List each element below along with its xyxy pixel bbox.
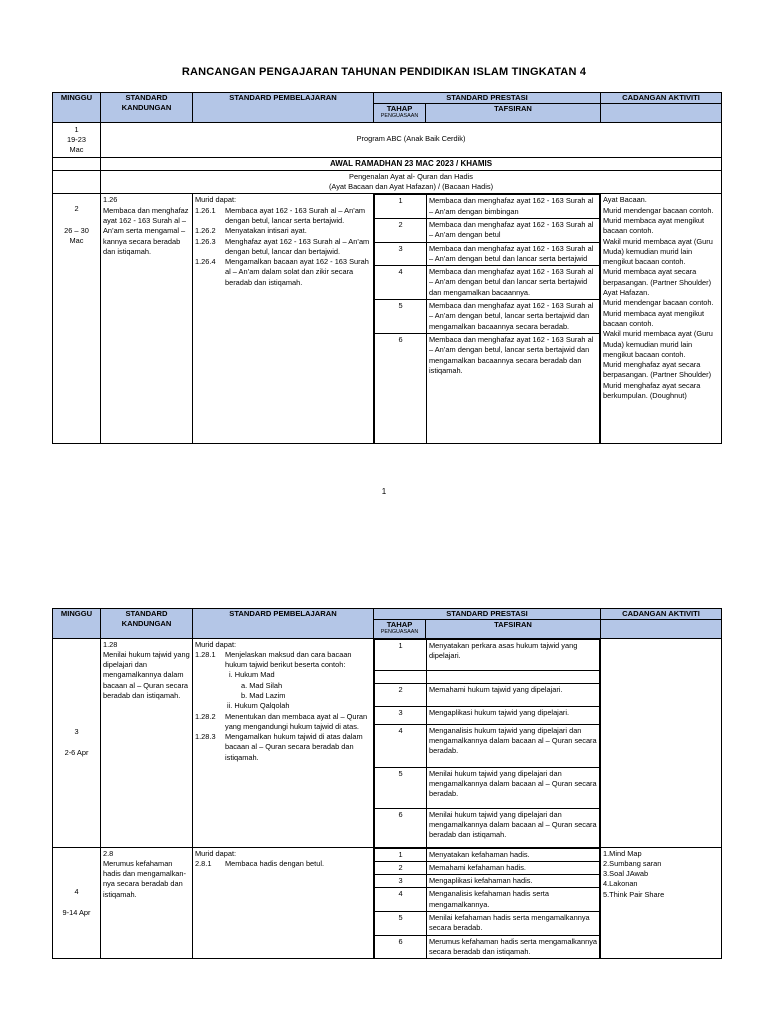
header-tafsiran: TAFSIRAN <box>426 103 601 122</box>
prestasi-row: 3 Mengaplikasi kefahaman hadis. <box>375 875 600 888</box>
prestasi-row: 6 Menilai hukum tajwid yang dipelajari dan mengamalkannya dalam bacaan al – Quran secara beradab dan istiqamah. <box>375 808 600 847</box>
header-minggu: MINGGU <box>53 93 101 123</box>
prestasi-row: 4 Membaca dan menghafaz ayat 162 - 163 Surah al – An’am dengan betul dan lancar serta bertajwid dan mengamalkan bacaannya. <box>375 266 600 300</box>
header-cadangan-aktiviti: CADANGAN AKTIVITI <box>601 609 722 620</box>
week3-standard-pembelajaran: Murid dapat: 1.28.1 Menjelaskan maksud dan cara bacaan hukum tajwid berikut beserta contoh: i. Hukum Mad a. Mad Silah b. Mad Lazim ii. Hukum Qalqolah 1.28.2 Menentukan dan membaca ayat al – Quran yang mengandungi hukum tajwid di atas. 1.28.3 Mengamalkan hukum tajwid di atas dalam bacaan al – Quran secara beradab dan istiqamah. <box>193 638 374 847</box>
header-tafsiran: TAFSIRAN <box>426 619 601 638</box>
plan-table-page-1 <box>52 92 722 444</box>
header-minggu: MINGGU <box>53 609 101 639</box>
week4-prestasi <box>374 847 601 959</box>
week4-cell: 4 9-14 Apr <box>53 847 101 959</box>
prestasi-row: 2 Membaca dan menghafaz ayat 162 - 163 Surah al – An’am dengan betul <box>375 218 600 242</box>
week2-cell: 2 26 – 30 Mac <box>53 194 101 444</box>
header-standard-pembelajaran: STANDARD PEMBELAJARAN <box>193 93 374 123</box>
prestasi-row: 2 Memahami kefahaman hadis. <box>375 861 600 874</box>
prestasi-row: 5 Membaca dan menghafaz ayat 162 - 163 Surah al – An’am dengan betul, lancar serta bertajwid dan mengamalkan bacaannya secara beradab. <box>375 300 600 334</box>
header-empty <box>601 103 722 122</box>
week1-cell: 1 19-23 Mac <box>53 122 101 157</box>
week1-program: Program ABC (Anak Baik Cerdik) <box>101 122 722 157</box>
week3-standard-kandungan: 1.28 Menilai hukum tajwid yang dipelajari dan mengamalkannya dalam bacaan al – Quran secara beradab dan istiqamah. <box>101 638 193 847</box>
prestasi-row: 1 Membaca dan menghafaz ayat 162 - 163 Surah al – An’am dengan bimbingan <box>375 195 600 219</box>
header-empty <box>601 619 722 638</box>
week2-standard-pembelajaran: Murid dapat: 1.26.1 Membaca ayat 162 - 163 Surah al – An’am dengan betul, lancar serta bertajwid. 1.26.2 Menyatakan intisari ayat. 1.26.3 Menghafaz ayat 162 - 163 Surah al – An’am dengan betul, lancar dan bertajwid. 1.26.4 Mengamalkan bacaan ayat 162 - 163 Surah al – An’am dalam solat dan zikir secara beradab dan istiqamah. <box>193 194 374 444</box>
ramadhan-banner: AWAL RAMADHAN 23 MAC 2023 / KHAMIS <box>101 157 722 170</box>
week4-cadangan-aktiviti: 1.Mind Map 2.Sumbang saran 3.Soal JAwab 4.Lakonan 5.Think Pair Share <box>601 847 722 959</box>
header-standard-prestasi: STANDARD PRESTASI <box>374 93 601 104</box>
prestasi-row: 1 Menyatakan kefahaman hadis. <box>375 848 600 861</box>
prestasi-row: 2 Memahami hukum tajwid yang dipelajari. <box>375 683 600 706</box>
week4-standard-pembelajaran: Murid dapat: 2.8.1 Membaca hadis dengan betul. <box>193 847 374 959</box>
week2-prestasi <box>374 194 601 444</box>
document-title: RANCANGAN PENGAJARAN TAHUNAN PENDIDIKAN ISLAM TINGKATAN 4 <box>181 66 587 78</box>
prestasi-row: 5 Menilai hukum tajwid yang dipelajari dan mengamalkannya dalam bacaan al – Quran secara beradab. <box>375 767 600 808</box>
prestasi-row: 1 Menyatakan perkara asas hukum tajwid yang dipelajari. <box>375 639 600 670</box>
page-number: 1 <box>381 487 387 496</box>
header-tahap: TAHAP PENGUASAAN <box>374 619 426 638</box>
prestasi-row: 3 Membaca dan menghafaz ayat 162 - 163 Surah al – An’am dengan betul dan lancar serta bertajwid <box>375 242 600 266</box>
week3-prestasi <box>374 638 601 847</box>
prestasi-row: 3 Mengaplikasi hukum tajwid yang dipelajari. <box>375 706 600 724</box>
header-standard-kandungan: STANDARD KANDUNGAN <box>101 93 193 123</box>
plan-table-page-2 <box>52 608 722 959</box>
prestasi-row: 6 Membaca dan menghafaz ayat 162 - 163 Surah al – An’am dengan betul, lancar serta bertajwid dan mengamalkan bacaannya secara beradab dan istiqamah. <box>375 333 600 443</box>
prestasi-row: 5 Menilai kefahaman hadis serta mengamalkannya secara beradab. <box>375 911 600 935</box>
week2-intro: Pengenalan Ayat al- Quran dan Hadis (Ayat Bacaan dan Ayat Hafazan) / (Bacaan Hadis) <box>101 170 722 194</box>
prestasi-row <box>375 670 600 683</box>
week4-standard-kandungan: 2.8 Merumus kefahaman hadis dan mengamalkan-nya secara beradab dan istiqamah. <box>101 847 193 959</box>
week3-cadangan-aktiviti <box>601 638 722 847</box>
header-tahap: TAHAP PENGUASAAN <box>374 103 426 122</box>
week3-cell: 3 2-6 Apr <box>53 638 101 847</box>
prestasi-row: 6 Merumus kefahaman hadis serta mengamalkannya secara beradab dan istiqamah. <box>375 935 600 958</box>
week2-cadangan-aktiviti: Ayat Bacaan. Murid mendengar bacaan contoh. Murid membaca ayat mengikut bacaan contoh. Wakil murid membaca ayat (Guru Muda) kemudian murid lain mengikut bacaan contoh. Murid membaca ayat secara berpasangan. (Partner Shoulder) Ayat Hafazan. Murid mendengar bacaan contoh. Murid membaca ayat mengikut bacaan contoh. Wakil murid membaca ayat (Guru Muda) kemudian murid lain mengikut bacaan contoh. Murid menghafaz ayat secara berpasangan. (Partner Shoulder) Murid menghafaz ayat secara berkumpulan. (Doughnut) <box>601 194 722 444</box>
week2-standard-kandungan: 1.26 Membaca dan menghafaz ayat 162 - 163 Surah al – An’am serta mengamal – kannya secara beradab dan istiqamah. <box>101 194 193 444</box>
prestasi-row: 4 Menganalisis kefahaman hadis serta mengamalkannya. <box>375 888 600 912</box>
header-standard-pembelajaran: STANDARD PEMBELAJARAN <box>193 609 374 639</box>
prestasi-row: 4 Menganalisis hukum tajwid yang dipelajari dan mengamalkannya dalam bacaan al – Quran secara beradab. <box>375 724 600 767</box>
header-standard-kandungan: STANDARD KANDUNGAN <box>101 609 193 639</box>
header-cadangan-aktiviti: CADANGAN AKTIVITI <box>601 93 722 104</box>
header-standard-prestasi: STANDARD PRESTASI <box>374 609 601 620</box>
